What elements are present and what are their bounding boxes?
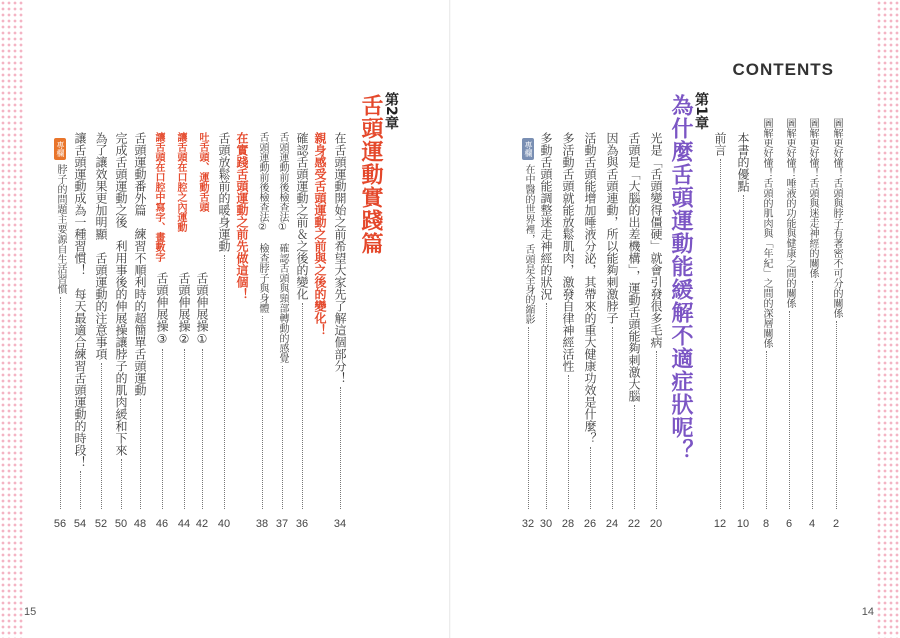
dotted-leader	[528, 327, 529, 509]
chapter2-entry[interactable]	[148, 132, 168, 512]
chapter1-label: 第1章	[693, 92, 709, 130]
toc-entry-text: 讓舌頭在口腔之內運動	[175, 132, 186, 232]
toc-page-number: 32	[521, 518, 535, 530]
dotted-leader	[836, 321, 837, 509]
toc-page-number: 54	[73, 518, 87, 530]
chapter2-entry[interactable]	[272, 132, 292, 512]
chapter2-entry[interactable]	[292, 132, 312, 512]
intro-entry[interactable]	[733, 132, 753, 512]
dotted-leader	[282, 366, 283, 509]
dotted-leader	[766, 351, 767, 509]
chapter2-entry[interactable]	[192, 132, 212, 512]
toc-entry-text: 為了讓效果更加明顯 舌頭運動的注意事項	[94, 132, 108, 360]
toc-entry-text: 多動舌頭能調整迷走神經的狀況	[539, 132, 553, 300]
left-page-number: 15	[24, 606, 37, 618]
chapter1-entry[interactable]	[536, 132, 556, 512]
toc-page-number: 44	[177, 518, 191, 530]
column-badge: 專欄	[54, 138, 66, 160]
column-badge: 專欄	[522, 138, 534, 160]
toc-entry-text: 在舌頭運動開始之前希望大家先了解這個部分！	[333, 132, 347, 384]
chapter2-title: 舌頭運動實踐篇	[358, 94, 383, 255]
chapter2-entry[interactable]	[252, 132, 272, 512]
chapter2-entry[interactable]	[330, 132, 350, 512]
intro-entry[interactable]	[826, 118, 846, 512]
toc-entry-text: 在實踐舌頭運動之前先做這個！	[235, 132, 249, 300]
toc-entry-text: 親身感受舌頭運動之前與之後的變化！	[313, 132, 327, 336]
toc-page-number: 8	[762, 518, 770, 530]
toc-page-number: 20	[649, 518, 663, 530]
dotted-leader	[121, 459, 122, 509]
toc-entry-text: 在中醫的世界裡，舌頭是全身的縮影	[523, 164, 534, 324]
toc-entry-text: 光是「舌頭變得僵硬」就會引發很多毛病	[649, 132, 663, 348]
toc-entry-text: 舌頭伸展操②	[177, 272, 191, 346]
right-page-number: 14	[861, 606, 874, 618]
chapter1-title: 為什麼舌頭運動能緩解不適症狀呢？	[668, 94, 693, 462]
dotted-leader	[80, 471, 81, 509]
toc-page-number: 52	[94, 518, 108, 530]
toc-entry-text: 舌頭運動前後檢查法② 檢查脖子與身體	[257, 132, 268, 313]
chapter1-entry[interactable]	[602, 132, 622, 512]
chapter2-column[interactable]	[50, 138, 70, 512]
toc-entry-text: 圖解更好懂！舌頭的肌肉與「年紀」之間的深層關係	[761, 118, 772, 348]
chapter2-entry[interactable]	[111, 132, 131, 512]
toc-page-number: 6	[785, 518, 793, 530]
chapter2-entry[interactable]	[214, 132, 234, 512]
intro-entry[interactable]	[802, 118, 822, 512]
toc-entry-text: 舌頭伸展操③	[155, 272, 169, 346]
toc-entry-text: 活動舌頭能增加唾液分泌，其帶來的重大健康功效是什麼？	[583, 132, 597, 444]
dotted-leader	[224, 255, 225, 509]
intro-entry[interactable]	[710, 132, 730, 512]
chapter2-entry[interactable]	[232, 132, 252, 512]
toc-page-number: 48	[133, 518, 147, 530]
toc-page-number: 2	[832, 518, 840, 530]
chapter1-entry[interactable]	[558, 132, 578, 512]
toc-entry-text: 完成舌頭運動之後 利用事後的伸展操讓脖子的肌肉緩和下來	[114, 132, 128, 456]
dotted-leader	[612, 327, 613, 509]
toc-entry-text: 前言	[713, 132, 727, 156]
toc-page-number: 4	[808, 518, 816, 530]
right-dot-border	[876, 0, 900, 638]
toc-page-number: 28	[561, 518, 575, 530]
dotted-leader	[140, 399, 141, 509]
toc-entry-text: 吐舌頭、運動舌頭	[197, 132, 208, 212]
dotted-leader	[340, 387, 341, 509]
toc-entry-text: 讓舌頭在口腔中寫字、畫數字	[153, 132, 164, 262]
toc-entry-text: 舌頭放鬆前的暖身運動	[217, 132, 231, 252]
chapter2-label: 第2章	[383, 92, 399, 130]
dotted-leader	[568, 375, 569, 509]
toc-page-number: 56	[53, 518, 67, 530]
chapter1-entry[interactable]	[646, 132, 666, 512]
toc-entry-text: 舌頭伸展操①	[195, 272, 209, 346]
toc-page-number: 24	[605, 518, 619, 530]
toc-page-number: 50	[114, 518, 128, 530]
toc-page-number: 36	[295, 518, 309, 530]
toc-entry-text: 圖解更好懂！唾液的功能與健康之間的關係	[784, 118, 795, 308]
chapter1-entry[interactable]	[624, 132, 644, 512]
toc-entry-text: 舌頭是「大腦的出差機構」，運動舌頭能夠刺激大腦	[627, 132, 641, 402]
book-spine	[449, 0, 451, 638]
toc-page-number: 46	[155, 518, 169, 530]
intro-entry[interactable]	[779, 118, 799, 512]
toc-page-number: 30	[539, 518, 553, 530]
toc-entry-text: 脖子的問題主要源自生活習慣	[55, 164, 66, 294]
toc-entry-text: 圖解更好懂！舌頭與迷走神經的關係	[807, 118, 818, 278]
toc-page-number: 34	[333, 518, 347, 530]
contents-heading: CONTENTS	[732, 60, 834, 79]
toc-entry-text: 確認舌頭運動之前＆之後的變化	[295, 132, 309, 300]
dotted-leader	[656, 351, 657, 509]
chapter2-entry[interactable]	[130, 132, 150, 512]
toc-page-number: 12	[713, 518, 727, 530]
toc-entry-text: 本書的優點	[736, 132, 750, 192]
toc-page-number: 26	[583, 518, 597, 530]
toc-entry-text: 舌頭運動番外篇 練習不順利時的超簡單舌頭運動	[133, 132, 147, 396]
chapter1-column[interactable]	[518, 138, 538, 512]
dotted-leader	[720, 159, 721, 509]
toc-page-number: 38	[255, 518, 269, 530]
dotted-leader	[60, 297, 61, 509]
intro-entry[interactable]	[756, 118, 776, 512]
dotted-leader	[302, 303, 303, 509]
toc-page-number: 42	[195, 518, 209, 530]
dotted-leader	[634, 405, 635, 509]
dotted-leader	[743, 195, 744, 509]
dotted-leader	[789, 311, 790, 509]
dotted-leader	[262, 316, 263, 509]
toc-page-number: 10	[736, 518, 750, 530]
toc-entry-text: 舌頭運動前後檢查法① 確認舌頭與頸部轉動的感覺	[277, 132, 288, 363]
chapter2-entry[interactable]	[310, 132, 330, 512]
dotted-leader	[101, 363, 102, 509]
toc-page-number: 22	[627, 518, 641, 530]
toc-entry-text: 讓舌頭運動成為一種習慣！ 每天最適合練習舌頭運動的時段！	[73, 132, 87, 468]
dotted-leader	[812, 281, 813, 509]
chapter1-entry[interactable]	[580, 132, 600, 512]
chapter2-entry[interactable]	[70, 132, 90, 512]
chapter2-entry[interactable]	[170, 132, 190, 512]
toc-entry-text: 多活動舌頭就能放鬆肌肉，激發自律神經活性	[561, 132, 575, 372]
dotted-leader	[590, 447, 591, 509]
toc-entry-text: 因為與舌頭連動，所以能夠刺激脖子	[605, 132, 619, 324]
left-dot-border	[0, 0, 24, 638]
toc-page-number: 40	[217, 518, 231, 530]
dotted-leader	[546, 303, 547, 509]
chapter2-entry[interactable]	[91, 132, 111, 512]
toc-entry-text: 圖解更好懂！舌頭與脖子有著密不可分的關係	[831, 118, 842, 318]
toc-page-number: 37	[275, 518, 289, 530]
